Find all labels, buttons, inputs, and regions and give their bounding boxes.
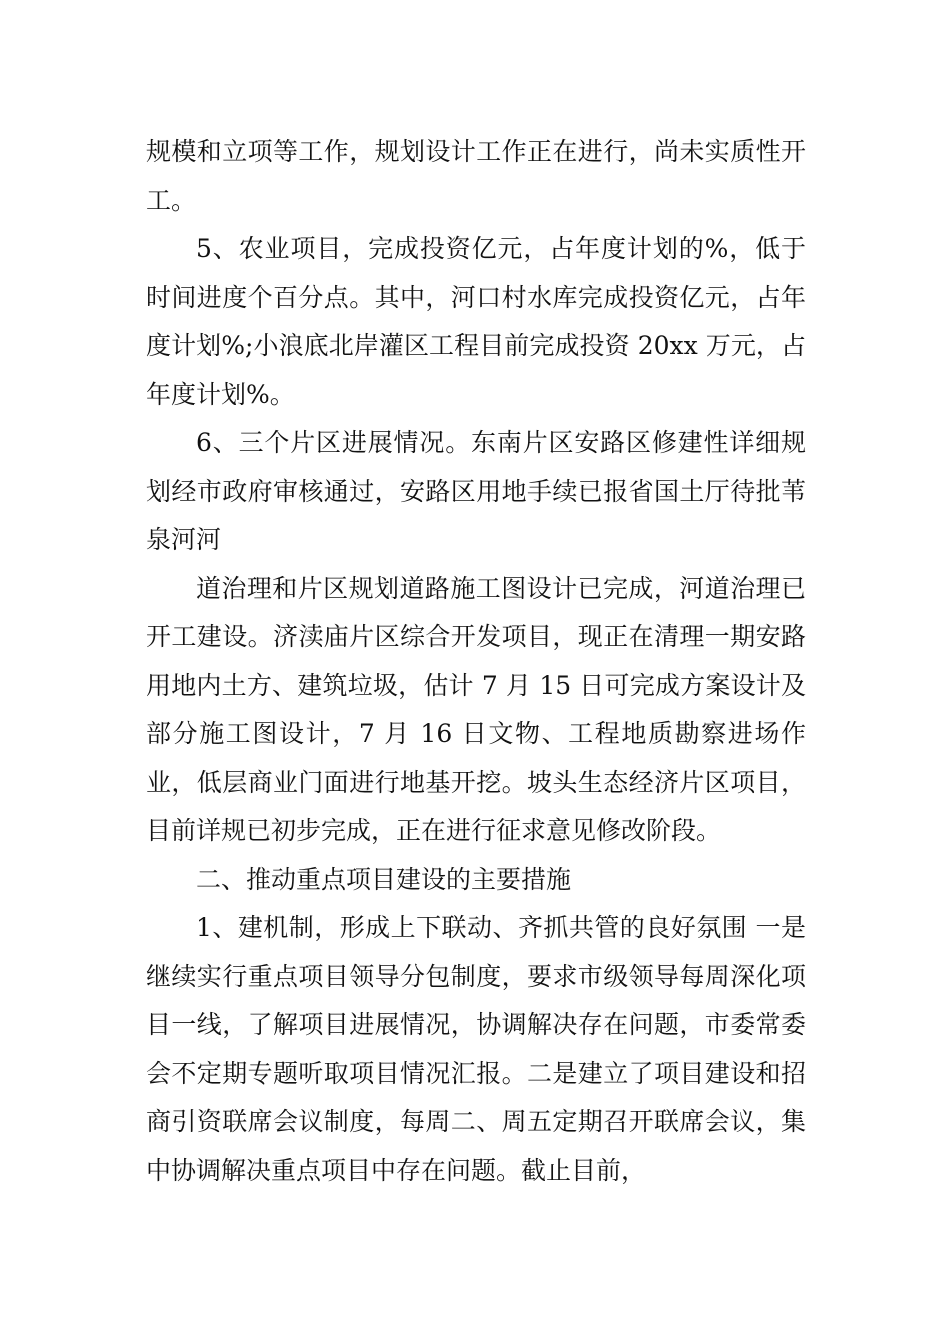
section-heading: 二、推动重点项目建设的主要措施 — [196, 864, 572, 894]
document-body — [146, 128, 806, 1195]
paragraph-5: 1、建机制，形成上下联动、齐抓共管的良好氛围 一是继续实行重点项目领导分包制度，要求市级领导每周深化项目一线，了解项目进展情况，协调解决存在问题，市委常委会不定期专题听取项目情况汇报。二是建立了项目建设和招商引资联席会议制度，每周二、周五定期召开联席会议，集中协调解决重点项目中存在问题。截止目前， — [146, 913, 806, 1185]
paragraph-4: 道治理和片区规划道路施工图设计已完成，河道治理已开工建设。济渎庙片区综合开发项目，现正在清理一期安路用地内土方、建筑垃圾，估计 7 月 15 日可完成方案设计及部分施工图设计，7 月 16 日文物、工程地质勘察进场作业，低层商业门面进行地基开挖。坡头生态经济片区项目，目前详规已初步完成，正在进行征求意见修改阶段。 — [146, 573, 806, 845]
paragraph-1: 规模和立项等工作，规划设计工作正在进行，尚未实质性开工。 — [146, 137, 806, 215]
paragraph-3: 6、三个片区进展情况。东南片区安路区修建性详细规划经市政府审核通过，安路区用地手续已报省国土厅待批苇泉河河 — [146, 428, 806, 554]
paragraph-2: 5、农业项目，完成投资亿元，占年度计划的%，低于时间进度个百分点。其中，河口村水库完成投资亿元，占年度计划%;小浪底北岸灌区工程目前完成投资 20xx 万元，占年度计划%。 — [146, 234, 806, 409]
